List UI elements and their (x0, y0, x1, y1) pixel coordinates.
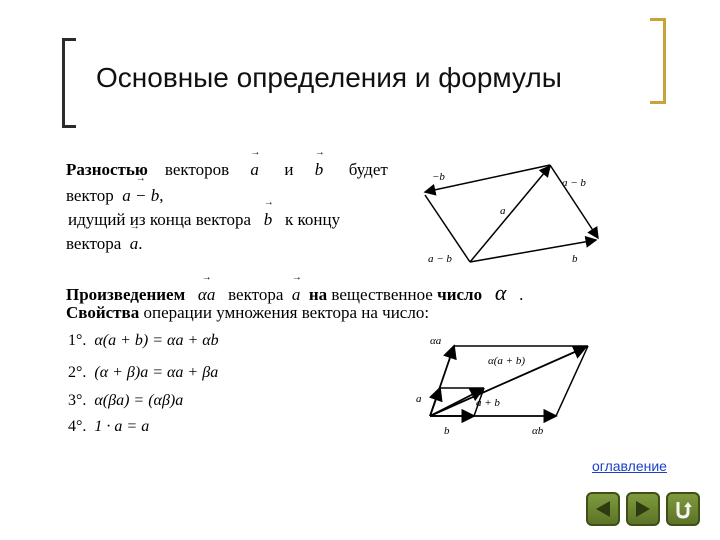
difference-line-3 (68, 210, 340, 230)
return-button[interactable] (666, 492, 700, 526)
difference-term: Разностью (66, 160, 148, 179)
property-formula: (α + β)a = αa + βa (94, 364, 219, 381)
a-label-2: a (416, 393, 422, 405)
next-slide-button[interactable] (626, 492, 660, 526)
product-diagram (410, 330, 610, 440)
difference-line-1 (66, 160, 388, 180)
alpha-sum-label: α(a + b) (488, 355, 526, 367)
difference-line-4 (66, 234, 143, 254)
properties-heading (66, 303, 429, 323)
right-edge (556, 346, 588, 416)
product-term: Произведением (66, 285, 186, 304)
property-number: 4°. (68, 418, 87, 435)
period-2: . (519, 285, 524, 304)
comma: , (159, 186, 164, 205)
period: . (138, 234, 143, 253)
b-label: b (572, 253, 578, 265)
return-icon (672, 498, 694, 520)
vector-a: → a (250, 160, 259, 180)
vector-word: вектор (66, 186, 114, 205)
right-bracket-decoration (650, 18, 666, 104)
b-label-2: b (444, 425, 450, 437)
property-2 (68, 364, 218, 382)
prev-slide-button[interactable] (586, 492, 620, 526)
from-end-text: идущий из конца вектора (68, 210, 251, 229)
a-plus-b-label: a + b (476, 397, 500, 409)
right-arrow-icon (632, 498, 654, 520)
a-minus-b-label-bottom: a − b (428, 253, 452, 265)
alpha-a-label: αa (430, 335, 442, 347)
vector-b: → b (315, 160, 324, 180)
property-number: 3°. (68, 392, 87, 409)
vector-b-2: → b (264, 210, 273, 230)
slide-title: Основные определения и формулы (96, 62, 562, 93)
property-1 (68, 332, 219, 350)
vectors-word: векторов (164, 160, 230, 179)
and-word: и (284, 160, 294, 179)
parallelogram-edge (425, 195, 470, 262)
a-label: a (500, 205, 506, 217)
a-minus-b-label-top: a − b (562, 177, 586, 189)
property-formula: 1 · a = a (94, 418, 150, 435)
property-3 (68, 392, 183, 410)
neg-b-label: −b (432, 171, 445, 183)
difference-line-2 (66, 186, 163, 206)
property-4 (68, 418, 149, 436)
properties-rest: операции умножения вектора на число: (143, 303, 430, 322)
vector-a-2: → a (130, 234, 139, 254)
vector-word-2: вектора (66, 234, 122, 253)
vector-a-3: → a (292, 285, 301, 305)
real-word: вещественное (331, 285, 433, 304)
to-end-text: к концу (285, 210, 341, 229)
alpha-a: → αa (198, 285, 215, 305)
left-arrow-icon (592, 498, 614, 520)
left-bracket-decoration (62, 38, 76, 128)
number-word: число (437, 285, 483, 304)
a-minus-b-expr: → a − b (122, 186, 159, 206)
property-formula: α(a + b) = αa + αb (94, 332, 219, 349)
properties-term: Свойства (66, 303, 140, 322)
difference-diagram (410, 150, 610, 270)
alpha-b-label: αb (532, 425, 544, 437)
property-number: 1°. (68, 332, 87, 349)
contents-link[interactable]: оглавление (592, 458, 667, 474)
on-word: на (308, 285, 328, 304)
vector-word-3: вектора (228, 285, 284, 304)
alpha-symbol: α (494, 280, 507, 305)
will-be-word: будет (348, 160, 388, 179)
a-minus-b-arrow-top (550, 165, 598, 238)
property-number: 2°. (68, 364, 87, 381)
property-formula: α(βa) = (αβ)a (94, 392, 184, 409)
